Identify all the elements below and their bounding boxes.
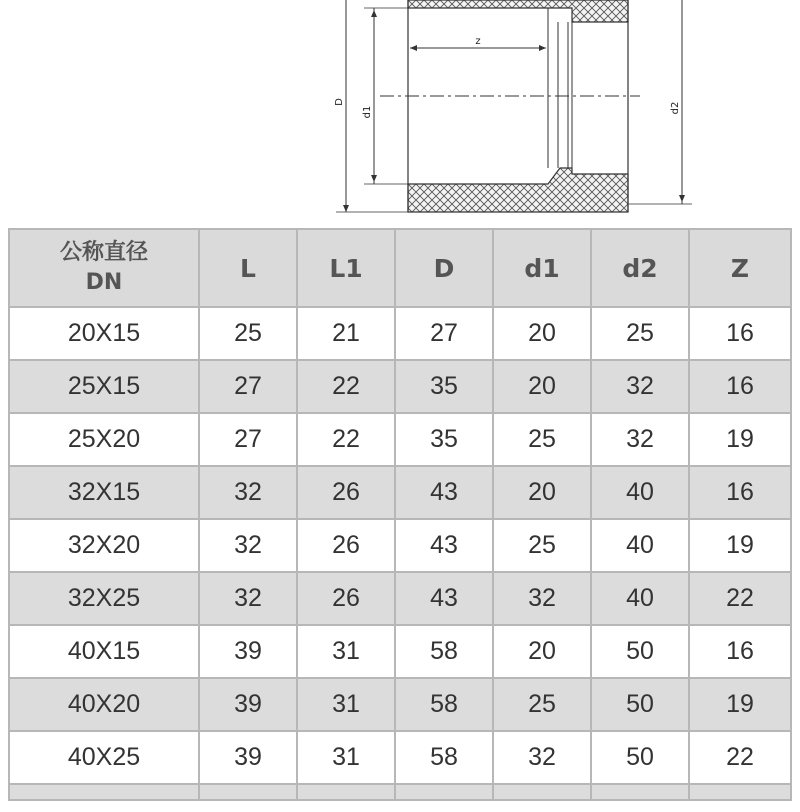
- cell-L: 27: [199, 360, 297, 413]
- d1-label: d1: [362, 105, 373, 119]
- cell-Z: 22: [689, 572, 791, 625]
- cell-d2: 50: [591, 731, 689, 784]
- cell-L1: 31: [297, 731, 395, 784]
- table-row: [9, 625, 791, 678]
- cell-L1: 22: [297, 413, 395, 466]
- header-L: L: [199, 229, 297, 307]
- cell-d1: 20: [493, 307, 591, 360]
- cell-d2: 32: [591, 413, 689, 466]
- header-dn-line2: DN: [85, 270, 123, 295]
- D-label: D: [334, 98, 345, 106]
- cell-dn: 40X25: [9, 731, 199, 784]
- cell-Z: 19: [689, 519, 791, 572]
- cell-Z: 16: [689, 360, 791, 413]
- cell-L: 27: [199, 413, 297, 466]
- cell-d1: 25: [493, 678, 591, 731]
- cell-Z: 16: [689, 307, 791, 360]
- cell-d1: 20: [493, 466, 591, 519]
- table-row: [9, 466, 791, 519]
- cell-L1: 26: [297, 519, 395, 572]
- cell-d1: 25: [493, 413, 591, 466]
- cell-d1: 32: [493, 731, 591, 784]
- cell-L: 39: [199, 625, 297, 678]
- cell-L1: 26: [297, 572, 395, 625]
- cell-dn: 25X15: [9, 360, 199, 413]
- d2-label: d2: [670, 101, 681, 115]
- table-row: [9, 678, 791, 731]
- cell-Z: 22: [689, 731, 791, 784]
- table-row-cut-off: [9, 784, 791, 800]
- cell-L: 39: [199, 731, 297, 784]
- cell-D: 43: [395, 572, 493, 625]
- header-Z: Z: [689, 229, 791, 307]
- cell-L: 32: [199, 466, 297, 519]
- cell-dn: 32X15: [9, 466, 199, 519]
- cell-d2: 50: [591, 678, 689, 731]
- header-d1: d1: [493, 229, 591, 307]
- cell-Z: 16: [689, 466, 791, 519]
- cell-dn: 20X15: [9, 307, 199, 360]
- cell-L1: 26: [297, 466, 395, 519]
- cell-D: 58: [395, 678, 493, 731]
- cell-Z: 19: [689, 413, 791, 466]
- spec-table: [8, 228, 792, 801]
- bottom-wall: [408, 168, 628, 212]
- cell-dn: 40X20: [9, 678, 199, 731]
- cell-dn: 32X25: [9, 572, 199, 625]
- technical-drawing: [0, 0, 800, 222]
- header-dn: [9, 229, 199, 307]
- cell-L: 25: [199, 307, 297, 360]
- cell-D: 43: [395, 519, 493, 572]
- cell-d1: 32: [493, 572, 591, 625]
- table-row: [9, 360, 791, 413]
- cell-D: 35: [395, 413, 493, 466]
- table-row: [9, 519, 791, 572]
- cell-D: 58: [395, 731, 493, 784]
- cell-d2: 32: [591, 360, 689, 413]
- cell-d2: 40: [591, 572, 689, 625]
- cell-d1: 25: [493, 519, 591, 572]
- cell-L: 32: [199, 572, 297, 625]
- cell-d1: 20: [493, 360, 591, 413]
- cell-L1: 22: [297, 360, 395, 413]
- cell-dn: 40X15: [9, 625, 199, 678]
- cell-D: 43: [395, 466, 493, 519]
- cell-Z: 19: [689, 678, 791, 731]
- cell-L: 39: [199, 678, 297, 731]
- top-wall: [408, 0, 628, 22]
- header-D: D: [395, 229, 493, 307]
- table-row: [9, 307, 791, 360]
- cell-L1: 31: [297, 678, 395, 731]
- cell-d2: 40: [591, 466, 689, 519]
- cell-L1: 21: [297, 307, 395, 360]
- cell-D: 35: [395, 360, 493, 413]
- cell-Z: 16: [689, 625, 791, 678]
- table-row: [9, 572, 791, 625]
- cell-D: 58: [395, 625, 493, 678]
- cell-d2: 40: [591, 519, 689, 572]
- table-row: [9, 413, 791, 466]
- cell-d1: 20: [493, 625, 591, 678]
- cell-d2: 25: [591, 307, 689, 360]
- cell-L1: 31: [297, 625, 395, 678]
- cell-L: 32: [199, 519, 297, 572]
- header-d2: d2: [591, 229, 689, 307]
- cell-dn: 25X20: [9, 413, 199, 466]
- z-label: z: [475, 36, 481, 47]
- header-L1: L1: [297, 229, 395, 307]
- header-dn-line1: 公称直径: [59, 240, 148, 265]
- table-header-row: [9, 229, 791, 307]
- cell-d2: 50: [591, 625, 689, 678]
- cell-dn: 32X20: [9, 519, 199, 572]
- cell-D: 27: [395, 307, 493, 360]
- table-row: [9, 731, 791, 784]
- reducer-cross-section: [0, 0, 800, 222]
